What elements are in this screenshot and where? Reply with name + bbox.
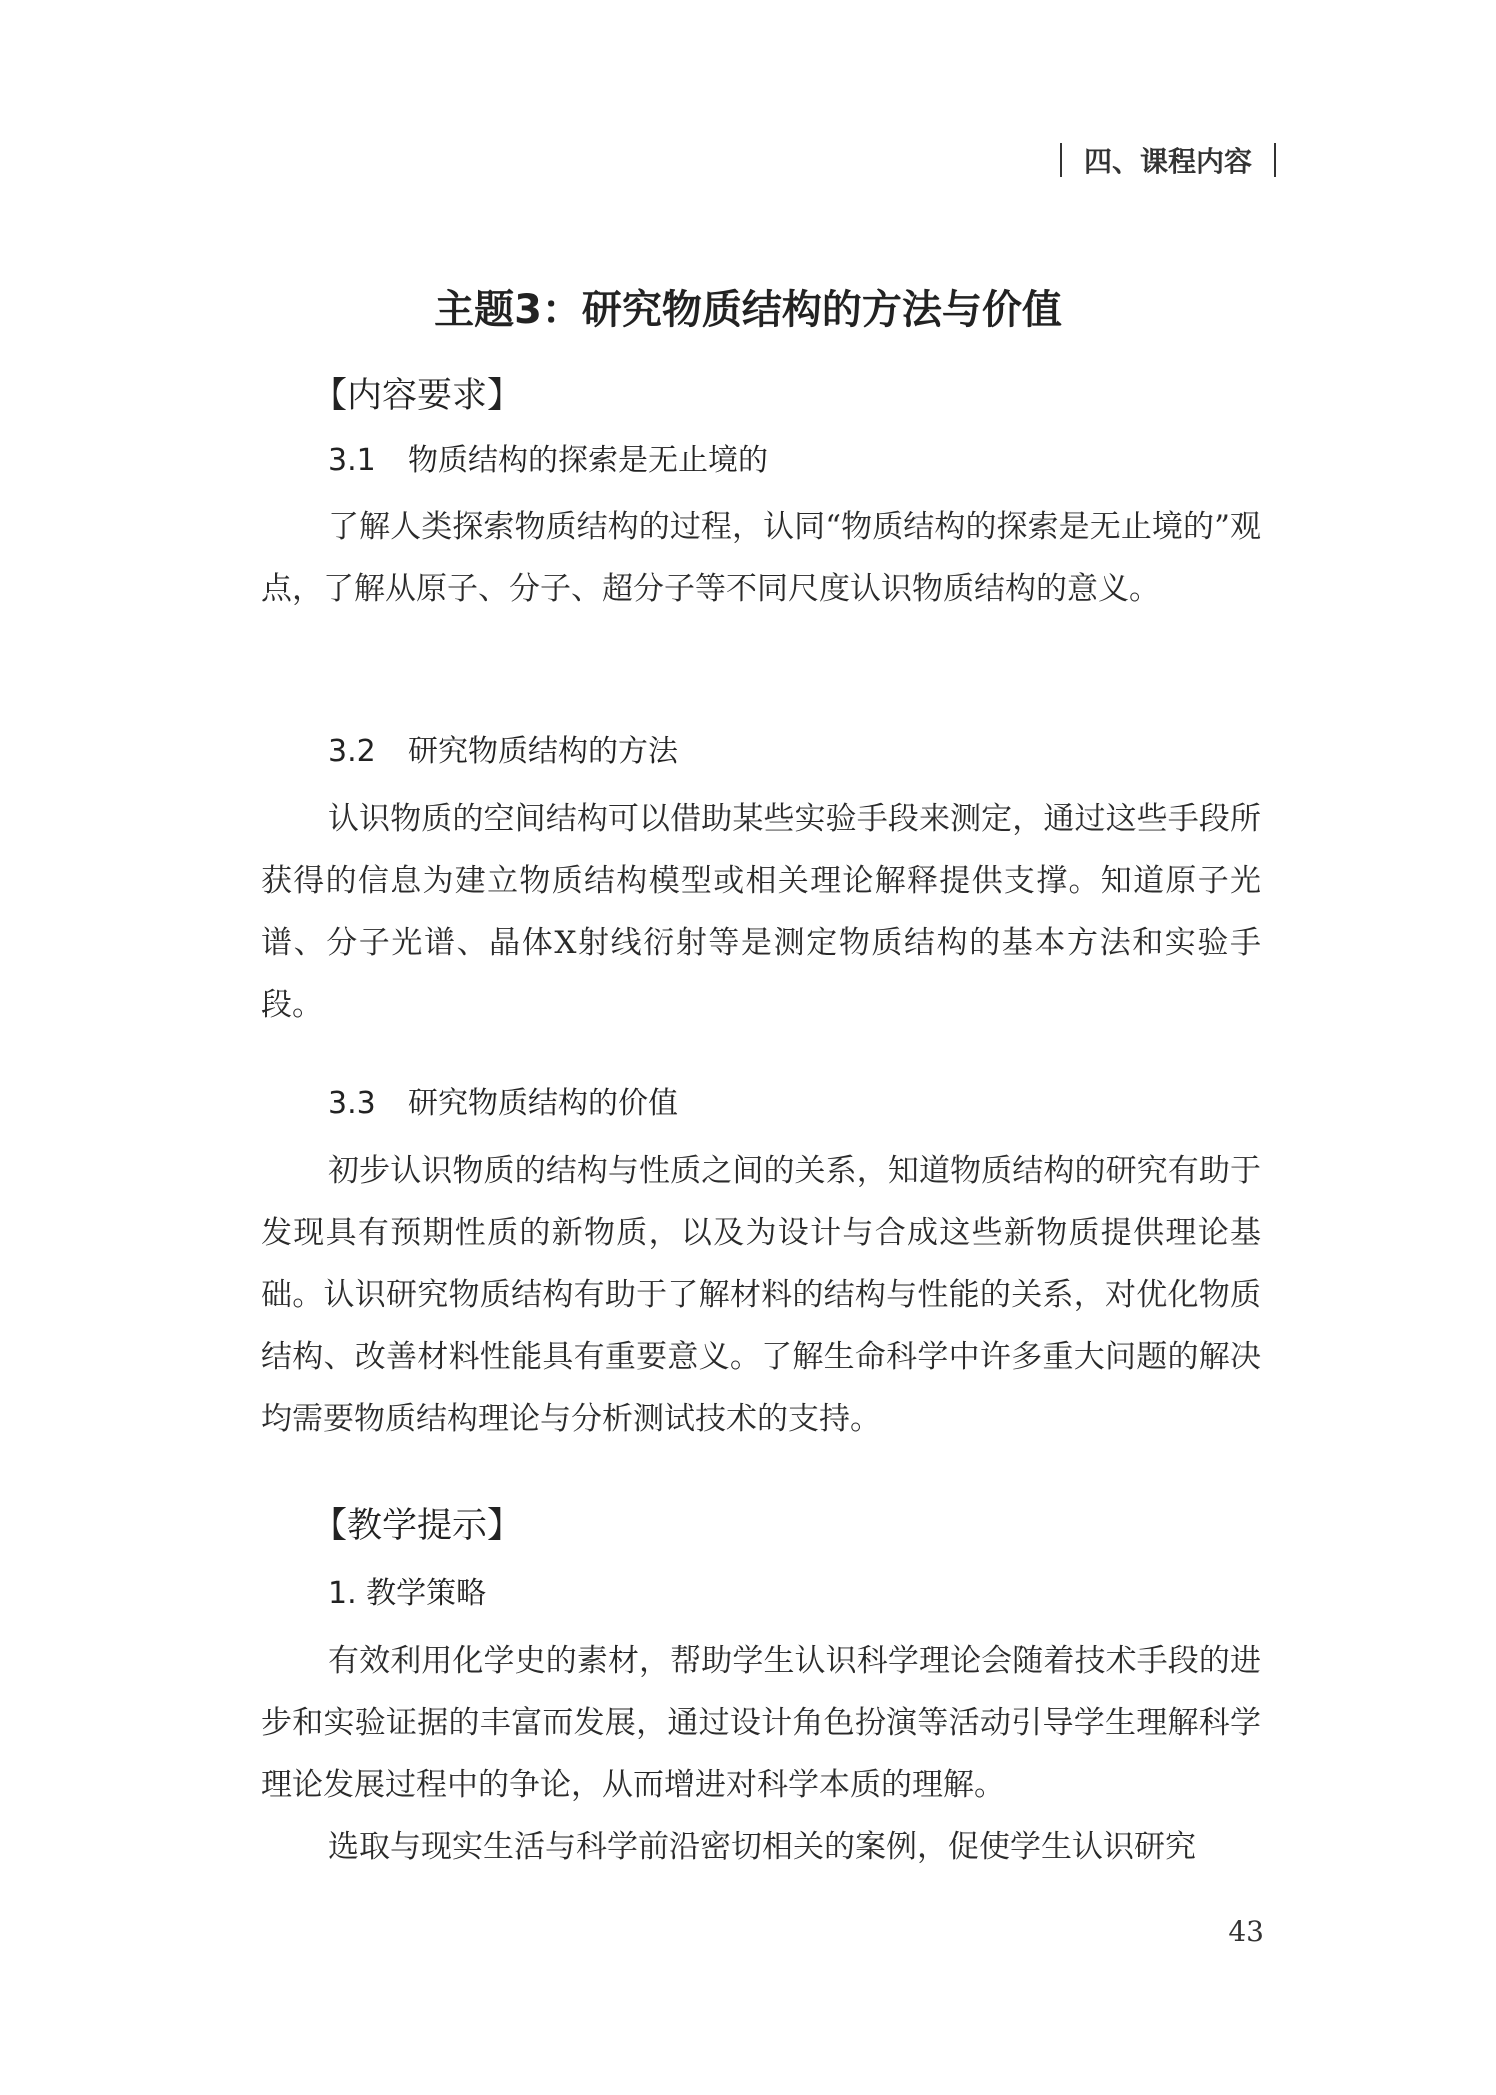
subsection-title: 研究物质结构的价值 (408, 1086, 678, 1121)
header-right-rule (1274, 143, 1276, 177)
paragraph-3-1: 了解人类探索物质结构的过程，认同“物质结构的探索是无止境的”观点，了解从原子、分子、超分子等不同尺度认识物质结构的意义。 (261, 509, 1261, 607)
page-number: 43 (1228, 1915, 1264, 1948)
subsection-title: 研究物质结构的方法 (408, 734, 678, 769)
subsection-heading-3-1 (328, 435, 768, 479)
subsection-heading-3-2 (328, 726, 678, 770)
subsection-heading-3-3 (328, 1078, 678, 1122)
paragraph-3-2: 认识物质的空间结构可以借助某些实验手段来测定，通过这些手段所获得的信息为建立物质结构模型或相关理论解释提供支撑。知道原子光谱、分子光谱、晶体X射线衍射等是测定物质结构的基本方法和实验手段。 (261, 801, 1261, 1023)
subsection-number: 1. (328, 1576, 357, 1611)
teaching-tips-heading: 【教学提示】 (312, 1506, 523, 1546)
teaching-strategy-heading (328, 1568, 486, 1612)
running-header (1060, 140, 1276, 180)
subsection-title: 教学策略 (366, 1576, 487, 1611)
header-section-title: 四、课程内容 (1083, 145, 1252, 178)
topic-title: 主题3：研究物质结构的方法与价值 (434, 287, 1062, 333)
content-requirements-heading: 【内容要求】 (312, 376, 523, 416)
subsection-number: 3.1 (328, 443, 376, 478)
subsection-number: 3.2 (328, 734, 376, 769)
paragraph-3-3: 初步认识物质的结构与性质之间的关系，知道物质结构的研究有助于发现具有预期性质的新物质，以及为设计与合成这些新物质提供理论基础。认识研究物质结构有助于了解材料的结构与性能的关系，对优化物质结构、改善材料性能具有重要意义。了解生命科学中许多重大问题的解决均需要物质结构理论与分析测试技术的支持。 (261, 1153, 1261, 1437)
subsection-number: 3.3 (328, 1086, 376, 1121)
header-left-rule (1060, 143, 1062, 177)
strategy-paragraph-2: 选取与现实生活与科学前沿密切相关的案例，促使学生认识研究 (328, 1829, 1196, 1865)
subsection-title: 物质结构的探索是无止境的 (408, 443, 768, 478)
strategy-paragraph-1: 有效利用化学史的素材，帮助学生认识科学理论会随着技术手段的进步和实验证据的丰富而发展，通过设计角色扮演等活动引导学生理解科学理论发展过程中的争论，从而增进对科学本质的理解。 (261, 1643, 1261, 1803)
